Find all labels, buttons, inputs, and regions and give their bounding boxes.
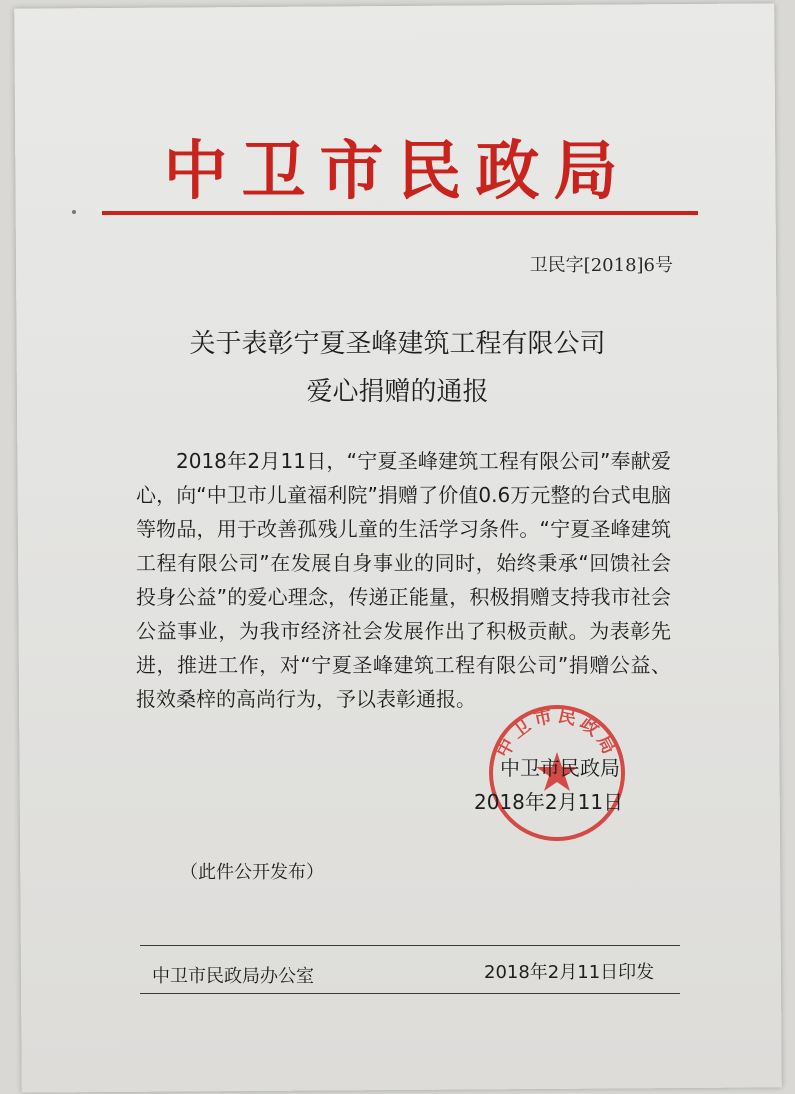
- document-number: 卫民字[2018]6号: [529, 255, 673, 276]
- public-release-note: （此件公开发布）: [180, 862, 324, 883]
- document-title-line-2: 爱心捐赠的通报: [306, 377, 489, 407]
- footer-issuing-office: 中卫市民政局办公室: [152, 966, 314, 987]
- header-red-rule: [102, 211, 698, 215]
- signature-organization: 中卫市民政局: [500, 756, 620, 780]
- footer-bottom-rule: [140, 993, 680, 994]
- svg-text:中卫市民政局: 中卫市民政局: [492, 705, 622, 762]
- footer-top-rule: [140, 945, 680, 946]
- signature-date: 2018年2月11日: [474, 790, 624, 814]
- footer-print-date: 2018年2月11日印发: [484, 962, 655, 983]
- agency-title: 中卫市民政局: [163, 135, 632, 209]
- body-paragraph: 2018年2月11日，“宁夏圣峰建筑工程有限公司”奉献爱心，向“中卫市儿童福利院”捐赠了价值0.6万元整的台式电脑等物品，用于改善孤残儿童的生活学习条件。“宁夏圣峰建筑工程有限公司”在发展自身事业的同时，始终秉承“回馈社会 投身公益”的爱心理念，传递正能量，积极捐赠支持我市社会公益事业，为我市经济社会发展作出了积极贡献。为表彰先进，推进工作，对“宁夏圣峰建筑工程有限公司”捐赠公益、报效桑梓的高尚行为，予以表彰通报。: [136, 449, 671, 711]
- document-title-line-1: 关于表彰宁夏圣峰建筑工程有限公司: [189, 329, 606, 359]
